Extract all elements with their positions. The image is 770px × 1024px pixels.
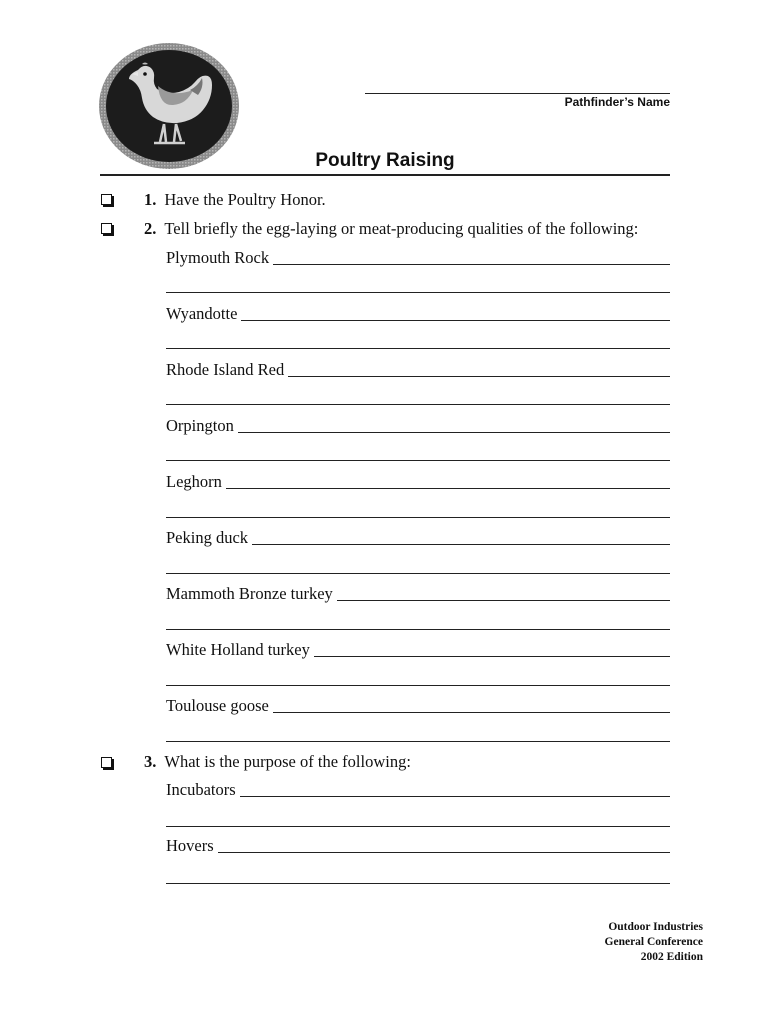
pathfinder-name-line[interactable] — [365, 93, 670, 94]
answer-line[interactable] — [166, 460, 670, 461]
answer-line[interactable] — [166, 348, 670, 349]
answer-line[interactable] — [241, 320, 670, 321]
breed-label: Peking duck — [166, 528, 249, 547]
requirement-number: 1. — [144, 190, 157, 209]
requirement-number: 2. — [144, 219, 157, 238]
answer-line[interactable] — [166, 573, 670, 574]
breed-field[interactable] — [166, 472, 670, 492]
answer-line[interactable] — [273, 712, 670, 713]
breed-field[interactable] — [166, 696, 670, 716]
answer-line[interactable] — [218, 852, 670, 853]
breed-field[interactable] — [166, 640, 670, 660]
breed-label: White Holland turkey — [166, 640, 310, 659]
checkbox-icon[interactable] — [101, 223, 112, 234]
purpose-field[interactable] — [166, 780, 670, 800]
requirement-2 — [144, 219, 638, 239]
breed-label: Mammoth Bronze turkey — [166, 584, 333, 603]
breed-field[interactable] — [166, 360, 670, 380]
footer-line: General Conference — [604, 936, 703, 948]
answer-line[interactable] — [252, 544, 670, 545]
breed-label: Toulouse goose — [166, 696, 269, 715]
footer-line: Outdoor Industries — [608, 921, 703, 933]
answer-line[interactable] — [166, 685, 670, 686]
answer-line[interactable] — [337, 600, 670, 601]
answer-line[interactable] — [226, 488, 670, 489]
breed-field[interactable] — [166, 304, 670, 324]
checkbox-icon[interactable] — [101, 194, 112, 205]
title-divider — [100, 174, 670, 176]
pathfinder-name-label: Pathfinder’s Name — [564, 95, 670, 109]
answer-line[interactable] — [166, 883, 670, 884]
answer-line[interactable] — [314, 656, 670, 657]
answer-line[interactable] — [240, 796, 670, 797]
requirement-3 — [144, 752, 411, 772]
breed-label: Orpington — [166, 416, 234, 435]
answer-line[interactable] — [288, 376, 670, 377]
breed-label: Wyandotte — [166, 304, 238, 323]
answer-line[interactable] — [166, 741, 670, 742]
purpose-label: Incubators — [166, 780, 236, 799]
breed-label: Plymouth Rock — [166, 248, 270, 267]
purpose-field[interactable] — [166, 836, 670, 856]
footer — [605, 920, 703, 965]
breed-field[interactable] — [166, 416, 670, 436]
answer-line[interactable] — [273, 264, 670, 265]
requirement-text: Tell briefly the egg-laying or meat-producing qualities of the following: — [164, 219, 639, 238]
requirement-number: 3. — [144, 752, 157, 771]
answer-line[interactable] — [238, 432, 670, 433]
footer-line: 2002 Edition — [640, 951, 703, 963]
breed-field[interactable] — [166, 528, 670, 548]
requirement-1 — [144, 190, 326, 210]
answer-line[interactable] — [166, 517, 670, 518]
page-title: Poultry Raising — [315, 150, 455, 171]
requirement-text: What is the purpose of the following: — [164, 752, 411, 771]
answer-line[interactable] — [166, 826, 670, 827]
answer-line[interactable] — [166, 404, 670, 405]
breed-label: Rhode Island Red — [166, 360, 285, 379]
checkbox-icon[interactable] — [101, 757, 112, 768]
breed-field[interactable] — [166, 584, 670, 604]
requirement-text: Have the Poultry Honor. — [164, 190, 326, 209]
breed-label: Leghorn — [166, 472, 222, 491]
answer-line[interactable] — [166, 292, 670, 293]
breed-field[interactable] — [166, 248, 670, 268]
purpose-label: Hovers — [166, 836, 214, 855]
answer-line[interactable] — [166, 629, 670, 630]
